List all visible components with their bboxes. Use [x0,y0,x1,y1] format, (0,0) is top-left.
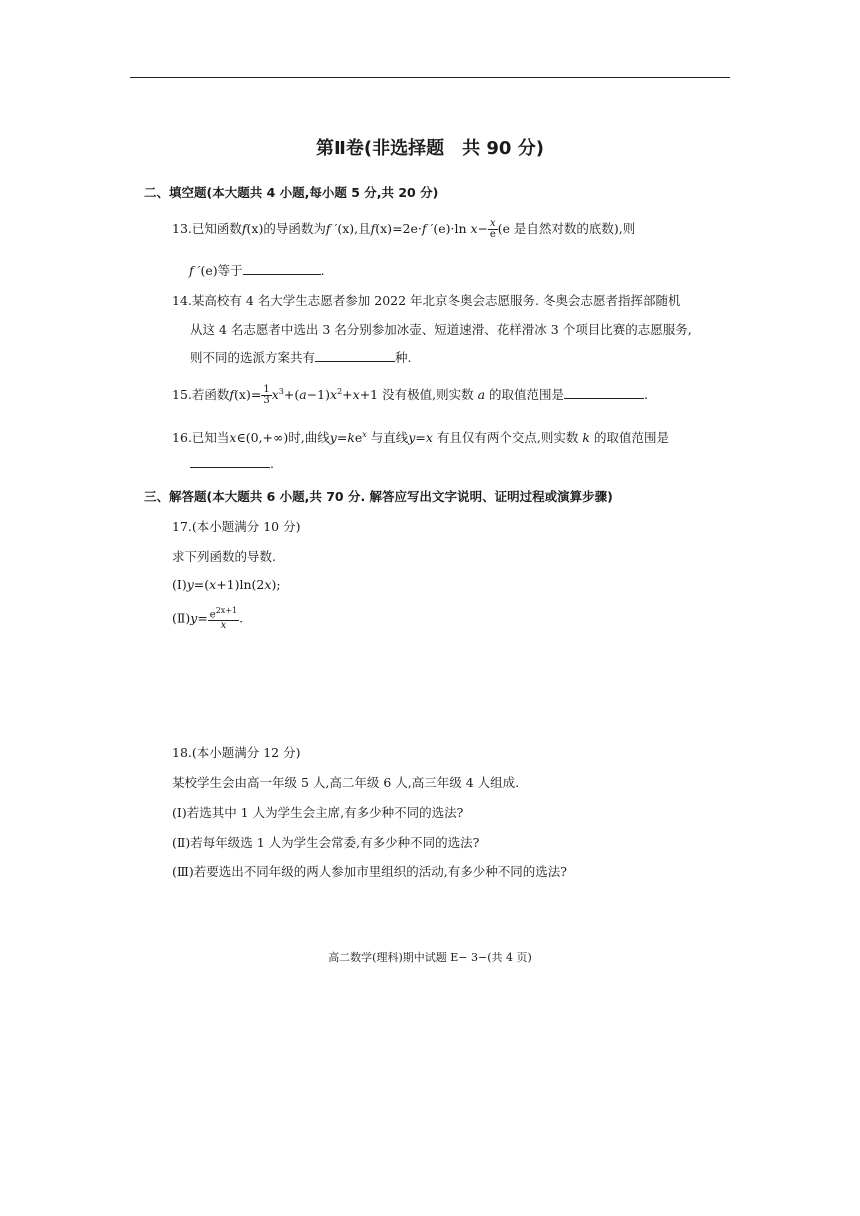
question-14-line-2: 从这 4 名志愿者中选出 3 名分别参加冰壶、短道速滑、花样滑冰 3 个项目比赛的志愿服务, [190,322,692,337]
page-footer: 高二数学(理科)期中试题 E− 3−(共 4 页) [328,951,532,964]
fraction-exp-over-x: $\frac{e^{2x+1}}{x}$ [209,606,238,632]
section-3-heading: 三、解答题(本大题共 6 小题,共 70 分. 解答应写出文字说明、证明过程或演算步骤) [144,489,613,504]
question-16-line-2: . [190,456,274,471]
question-17-part-2: (Ⅱ)y= $\frac{e^{2x+1}}{x}$ . [172,606,244,632]
question-17-part-1: (Ⅰ)y=(x+1)ln(2x); [172,577,281,592]
question-18-part-1: (Ⅰ)若选其中 1 人为学生会主席,有多少种不同的选法? [172,805,464,820]
answer-blank-14[interactable] [315,361,395,362]
fraction-x-over-e: $\frac{x}{e}$ [489,218,496,240]
question-13-line-1: 13.已知函数f(x)的导函数为f ′(x),且f(x)=2e·f ′(e)·ln x− $\frac{x}{e}$ (e 是自然对数的底数),则 [172,218,636,240]
question-13-line-2: f ′(e)等于 . [189,263,325,278]
section-2-heading: 二、填空题(本大题共 4 小题,每小题 5 分,共 20 分) [144,185,439,200]
question-15: 15.若函数f(x)= $\frac{1}{3}$ $x^3+(a-1)x^2+x+1$ 没有极值,则实数 a 的取值范围是 . [172,384,648,406]
fraction-one-third: $\frac{1}{3}$ [263,384,270,406]
top-rule [130,77,730,78]
question-18-intro: 某校学生会由高一年级 5 人,高二年级 6 人,高三年级 4 人组成. [172,775,520,790]
question-17-prompt: 求下列函数的导数. [172,549,276,564]
question-17-heading: 17.(本小题满分 10 分) [172,519,301,534]
answer-blank-13[interactable] [243,274,321,275]
question-18-heading: 18.(本小题满分 12 分) [172,745,301,760]
question-16-line-1: 16.已知当x∈(0,+∞)时,曲线$y=ke^x$ 与直线y=x 有且仅有两个交点,则实数 k 的取值范围是 [172,429,669,445]
answer-blank-16[interactable] [190,467,270,468]
question-18-part-3: (Ⅲ)若要选出不同年级的两人参加市里组织的活动,有多少种不同的选法? [172,864,567,879]
question-14-line-1: 14.某高校有 4 名大学生志愿者参加 2022 年北京冬奥会志愿服务. 冬奥会志愿者指挥部随机 [172,293,681,308]
answer-blank-15[interactable] [564,398,644,399]
question-18-part-2: (Ⅱ)若每年级选 1 人为学生会常委,有多少种不同的选法? [172,835,480,850]
part-title: 第Ⅱ卷(非选择题 共 90 分) [316,138,544,159]
question-14-line-3: 则不同的选派方案共有 种. [190,350,412,365]
